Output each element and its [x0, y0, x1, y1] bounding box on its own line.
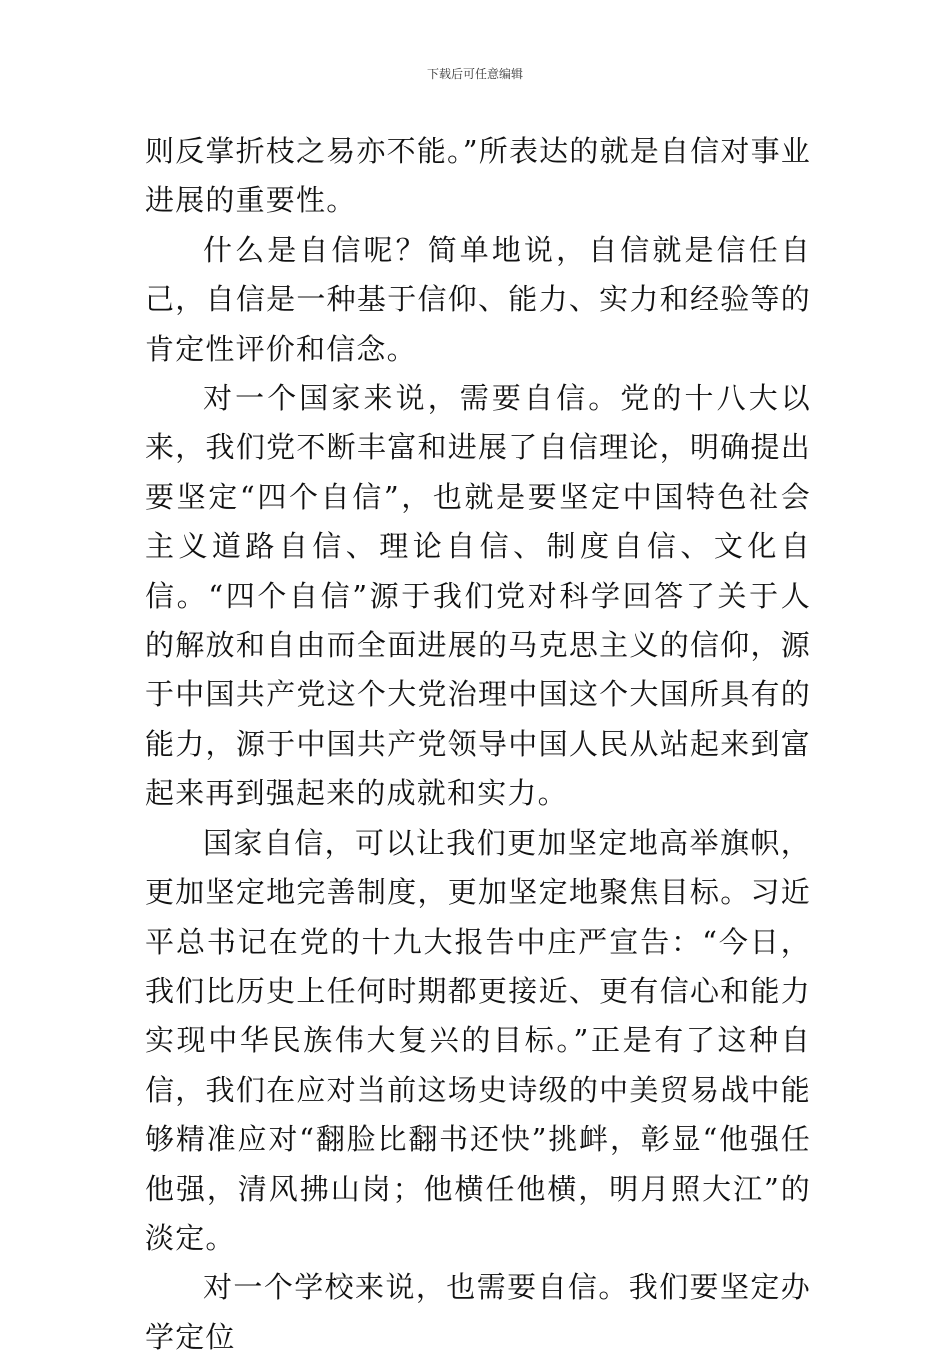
paragraph-national-confidence: 对一个国家来说，需要自信。党的十八大以来，我们党不断丰富和进展了自信理论，明确提出要坚定“四个自信”，也就是要坚定中国特色社会主义道路自信、理论自信、制度自信、文化自信。“四个自信”源于我们党对科学回答了关于人的解放和自由而全面进展的马克思主义的信仰，源于中国共产党这个大党治理中国这个大国所具有的能力，源于中国共产党领导中国人民从站起来到富起来再到强起来的成就和实力。 — [145, 381, 811, 811]
paragraph-what-is-confidence: 什么是自信呢？简单地说，自信就是信任自己，自信是一种基于信仰、能力、实力和经验等的肯定性评价和信念。 — [145, 232, 811, 366]
paragraph-national-confidence-effects: 国家自信，可以让我们更加坚定地高举旗帜，更加坚定地完善制度，更加坚定地聚焦目标。习近平总书记在党的十九大报告中庄严宣告：“今日，我们比历史上任何时期都更接近、更有信心和能力实现中华民族伟大复兴的目标。”正是有了这种自信，我们在应对当前这场史诗级的中美贸易战中能够精准应对“翻脸比翻书还快”挑衅，彰显“他强任他强，清风拂山岗；他横任他横，明月照大江”的淡定。 — [145, 825, 811, 1255]
body-text — [145, 127, 811, 1362]
paragraph-school-confidence: 对一个学校来说，也需要自信。我们要坚定办学定位 — [145, 1270, 811, 1354]
header-note: 下载后可任意编辑 — [426, 67, 523, 81]
paragraph-continuation: 则反掌折枝之易亦不能。”所表达的就是自信对事业进展的重要性。 — [145, 134, 811, 218]
